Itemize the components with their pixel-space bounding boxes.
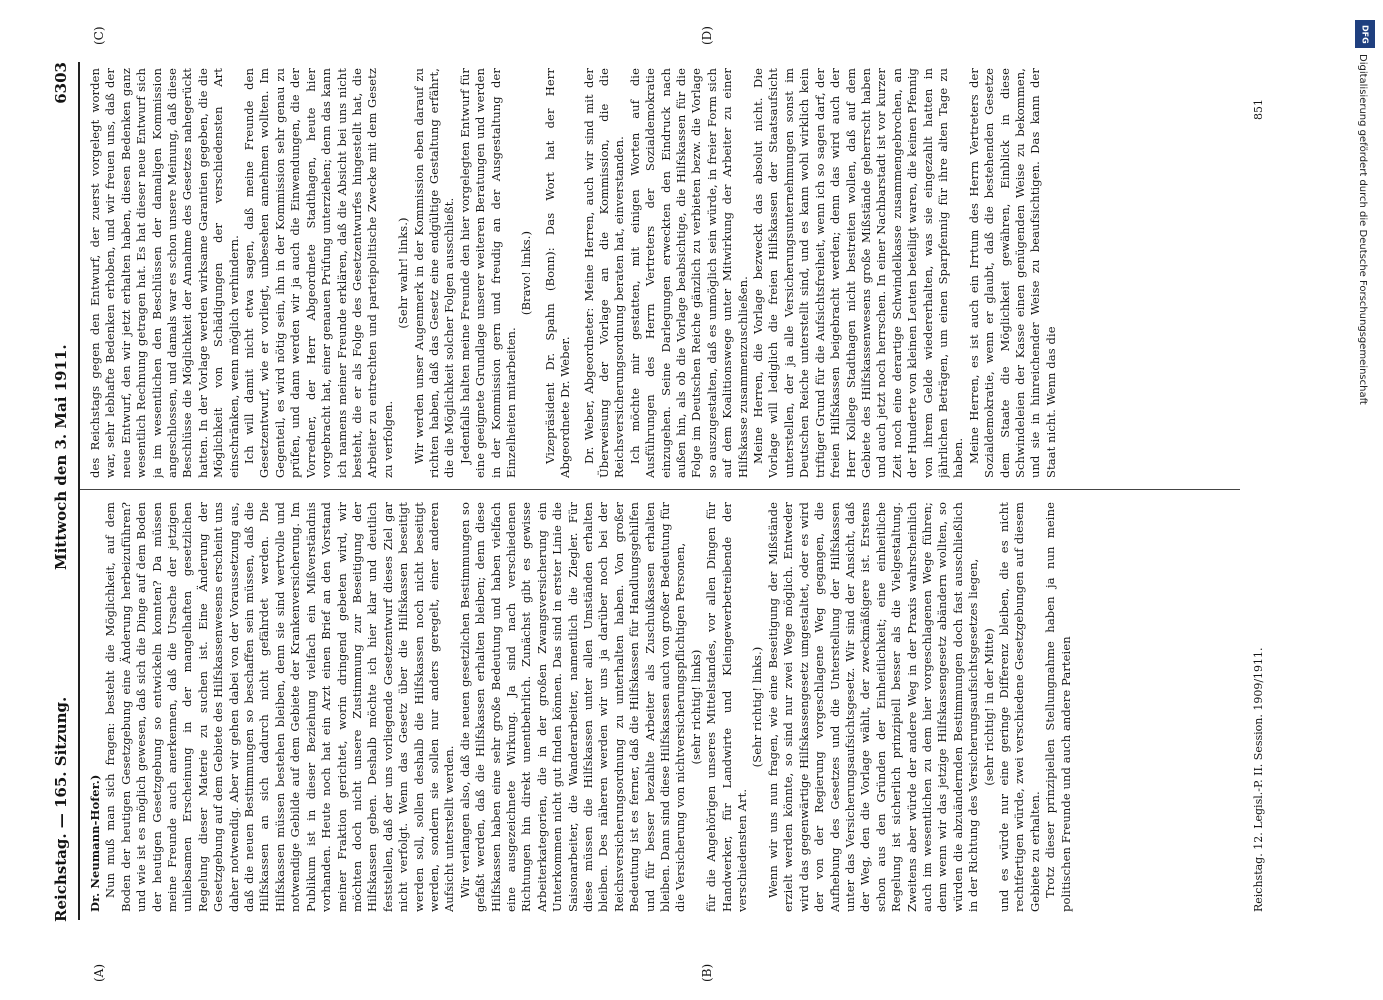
paragraph: Meine Herren, die Vorlage bezweckt das absolut nicht. Die Vorlage will lediglich die freien Hilfskassen der Staatsaufsicht unterstellen, der ja alle Versicherungsunternehmungen sonst im Deutschen Reiche unterstellt sind, und es kann wohl wirklich kein triftiger Grund für die Aufsichtsfreiheit, wenn ich so sagen darf, der freien Hilfskassen beigebracht werden; denn das wird auch der Herr Kollege Stadthagen nicht bestreiten wollen, daß auf dem Gebiete des Hilfskassenwesens große Mißstände geherrscht haben und auch jetzt noch herrschen. In einer Nachbarstadt ist vor kurzer Zeit noch eine derartige Schwindelkasse zusammengebrochen, an der Hunderte von kleinen Leuten beteiligt waren, die keinen Pfennig von ihrem Gelde wiedererhalten, was sie eingezahlt hatten in jährlichen Beträgen, um einen Sparpfennig für ihre alten Tage zu haben.: [751, 68, 966, 478]
paragraph: Ich will damit nicht etwa sagen, daß meine Freunde den Gesetzentwurf, wie er vorliegt, unbesehen annehmen wollten. Im Gegenteil, es wird nötig sein, ihn in der Kommission sehr genau zu prüfen, und dann werden wir ja auch die Einwendungen, die der Vorredner, der Herr Abgeordnete Stadthagen, heute hier vorgebracht hat, einer genauen Prüfung unterziehen; denn das kann ich namens meiner Freunde erklären, daß die Absicht bei uns nicht besteht, die er als Folge des Gesetzentwurfes hingestellt hat, die Arbeiter zu entrechten und parteipolitische Zwecke mit dem Gesetz zu verfolgen.: [242, 68, 395, 478]
footer-source: Reichstag. 12. Legisl.-P. II. Session. 1909/1911.: [1252, 647, 1265, 912]
left-column: [88, 502, 1248, 912]
right-column: [88, 68, 1248, 478]
interjection: (Bravo! links.): [519, 230, 534, 316]
header-rule: [78, 62, 80, 920]
paragraph: Wir werden unser Augenmerk in der Kommission eben darauf zu richten haben, daß das Gesetz eine endgültige Gestaltung erfährt, die die Möglichkeit solcher Folgen ausschließt.: [411, 68, 457, 478]
paragraph: Meine Herren, es ist auch ein Irrtum des Herrn Vertreters der Sozialdemokratie, wenn er glaubt, daß die bestehenden Gesetze dem Staate die Möglichkeit gewähren, Einblick in diese Schwindeleien der Kasse einen genügenden Weise zu bekommen, und sie in hinreichender Weise zu beaufsichtigen. Das kann der Staat nicht. Wenn das die: [966, 68, 1058, 478]
header-page-number: 6303: [52, 62, 70, 104]
footer-sheet-number: 851: [1252, 99, 1265, 120]
paragraph-chair: Vizepräsident Dr. Spahn (Bonn): Das Wort hat der Herr Abgeordnete Dr. Weber.: [542, 68, 573, 478]
paragraph: Trotz dieser prinzipiellen Stellungnahme haben ja nun meine politischen Freunde und auch andere Parteien: [1043, 502, 1073, 912]
column-divider: [80, 489, 1240, 490]
digitization-text: Digitalisierung gefördert durch die Deutsche Forschungsgemeinschaft: [1357, 54, 1368, 405]
interjection: (Sehr wahr! links.): [396, 217, 411, 329]
header-date: Mittwoch den 3. Mai 1911.: [52, 344, 70, 570]
header-session: Reichstag. — 165. Sitzung.: [52, 696, 70, 922]
interjection: (Sehr richtig! links.): [750, 646, 765, 768]
dfg-logo-icon: DFG: [1355, 20, 1375, 48]
paragraph: des Reichstags gegen den Entwurf, der zuerst vorgelegt worden war, sehr lebhafte Bedenken erhoben, und wir freuen uns, daß der neue Entwurf, den wir jetzt erhalten haben, diesen Bedenken ganz wesentlich Rechnung getragen hat. Es hat dieser neue Entwurf sich ja im wesentlichen den Beschlüssen der damaligen Kommission angeschlossen, und damals war es schon unsere Meinung, daß diese Beschlüsse die Möglichkeit der Annahme des Gesetzes nahegerückt hatten. In der Vorlage werden wirksame Garantien gegeben, die die Möglichkeit von Schädigungen der verschiedensten Art einschränken, wenn möglich verhindern.: [88, 68, 241, 478]
digitization-notice: [1355, 20, 1375, 660]
margin-label-d: (D): [700, 26, 714, 45]
paragraph: Ich möchte mir gestatten, mit einigen Worten auf die Ausführungen des Herrn Vertreters der Sozialdemokratie einzugehen. Seine Darlegungen erweckten den Eindruck nach außen hin, als ob die Vorlage beabsichtige, die Hilfskassen für die Folge im Deutschen Reiche gänzlich zu verbieten bezw. die Vorlage so auszugestalten, daß es unmöglich sein würde, in freier Form sich auf dem Koalitionswege unter Mitwirkung der Arbeiter zu einer Hilfskasse zusammenzuschließen.: [627, 68, 750, 478]
margin-label-b: (B): [700, 963, 714, 982]
paragraph: und es würde nur eine geringe Differenz bleiben, die es nicht rechtfertigen würde, zwei verschiedene Gesetzgebungen auf diesem Gebiete zu erhalten.: [996, 502, 1042, 912]
page-header: [42, 62, 76, 942]
margin-label-a: (A): [92, 963, 106, 982]
speaker-label: Dr. Neumann-Hofer.): [88, 774, 102, 912]
margin-label-c: (C): [92, 26, 106, 45]
paragraph: für die Angehörigen unseres Mittelstandes, vor allen Dingen für Handwerker, für Landwirte und Kleingewerbetreibende der verschiedensten Art.: [704, 502, 750, 912]
paragraph: Nun muß man sich fragen: besteht die Möglichkeit, auf dem Boden der heutigen Gesetzgebung eine Änderung herbeizuführen? und wie ist es möglich gewesen, daß sich die Dinge auf dem Boden der heutigen Gesetzgebung so entwickeln konnten? Da müssen meine Freunde auch anerkennen, daß die Ursache der jetzigen unliebsamen Erscheinung in der mangelhaften gesetzlichen Regelung dieser Materie zu suchen ist. Eine Änderung der Gesetzgebung auf dem Gebiete des Hilfskassenwesens erscheint uns daher notwendig. Aber wir gehen dabei von der Voraussetzung aus, daß die neuen Bestimmungen so beschaffen sein müssen, daß die Hilfskassen an sich dadurch nicht gefährdet werden. Die Hilfskassen müssen bestehen bleiben, denn sie sind wertvolle und notwendige Gebilde auf dem Gebiete der Krankenversicherung. Im Publikum ist in dieser Beziehung vielfach ein Mißverständnis vorhanden. Heute noch hat ein Arzt einen Brief an den Vorstand meiner Fraktion gerichtet, worin dringend gebeten wird, wir möchten doch nicht unsere Zustimmung zur Beseitigung der Hilfskassen geben. Deshalb möchte ich hier klar und deutlich feststellen, daß der uns vorliegende Gesetzentwurf dieses Ziel gar nicht verfolgt. Wenn das Gesetz über die Hilfskassen beseitigt werden soll, sollen deshalb die Hilfskassen noch nicht beseitigt werden, sondern sie sollen nur anders geregelt, einer anderen Aufsicht unterstellt werden.: [103, 502, 457, 912]
paragraph: Jedenfalls halten meine Freunde den hier vorgelegten Entwurf für eine geeignete Grundlage unserer weiteren Beratungen und werden in der Kommission gern und freudig an der Ausgestaltung der Einzelheiten mitarbeiten.: [457, 68, 518, 478]
interjection: (sehr richtig! in der Mitte): [981, 628, 996, 786]
interjection: (sehr richtig! links): [688, 649, 703, 765]
paragraph-speaker: Dr. Weber, Abgeordneter: Meine Herren, auch wir sind mit der Überweisung der Vorlage an die Kommission, die die Reichsversicherungsordnung beraten hat, einverstanden.: [581, 68, 627, 478]
paragraph: Wir verlangen also, daß die neuen gesetzlichen Bestimmungen so gefaßt werden, daß die Hilfskassen erhalten bleiben; denn diese Hilfskassen haben eine sehr große Bedeutung und haben vielfach eine ausgezeichnete Wirkung. Ja sind nach verschiedenen Richtungen hin direkt unentbehrlich. Zunächst gibt es gewisse Arbeiterkategorien, die in der großen Zwangsversicherung ein Unterkommen nicht gut finden können. Das sind in erster Linie die Saisonarbeiter, die Wanderarbeiter, namentlich die Ziegler. Für diese müssen die Hilfskassen unter allen Umständen erhalten bleiben. Des näheren werden wir uns ja darüber noch bei der Reichsversicherungsordnung zu unterhalten haben. Von großer Bedeutung ist es ferner, daß die Hilfskassen für Handlungsgehilfen und für besser bezahlte Arbeiter als Zuschußkassen erhalten bleiben. Dann sind diese Hilfskassen auch von großer Bedeutung für die Versicherung von nichtversicherungspflichtigen Personen,: [457, 502, 688, 912]
paragraph: Wenn wir uns nun fragen, wie eine Beseitigung der Mißstände erzielt werden könnte, so sind nur zwei Wege möglich. Entweder wird das gegenwärtige Hilfskassengesetz umgestaltet, oder es wird der von der Regierung vorgeschlagene Weg gegangen, die Aufhebung des Gesetzes und die Unterstellung der Hilfskassen unter das Versicherungsaufsichtsgesetz. Wir sind der Ansicht, daß der Weg, den die Vorlage wählt, der zweckmäßigere ist. Erstens schon aus den Gründen der Einheitlichkeit; eine einheitliche Regelung ist sicherlich prinzipiell besser als die Vielgestaltung. Zweitens aber würde der andere Weg in der Praxis wahrscheinlich auch im wesentlichen zu dem hier vorgeschlagenen Wege führen; denn wenn wir das jetzige Hilfskassengesetz abändern wollten, so würden die abzuändernden Bestimmungen doch fast ausschließlich in der Richtung des Versicherungsaufsichtsgesetzes liegen,: [765, 502, 981, 912]
